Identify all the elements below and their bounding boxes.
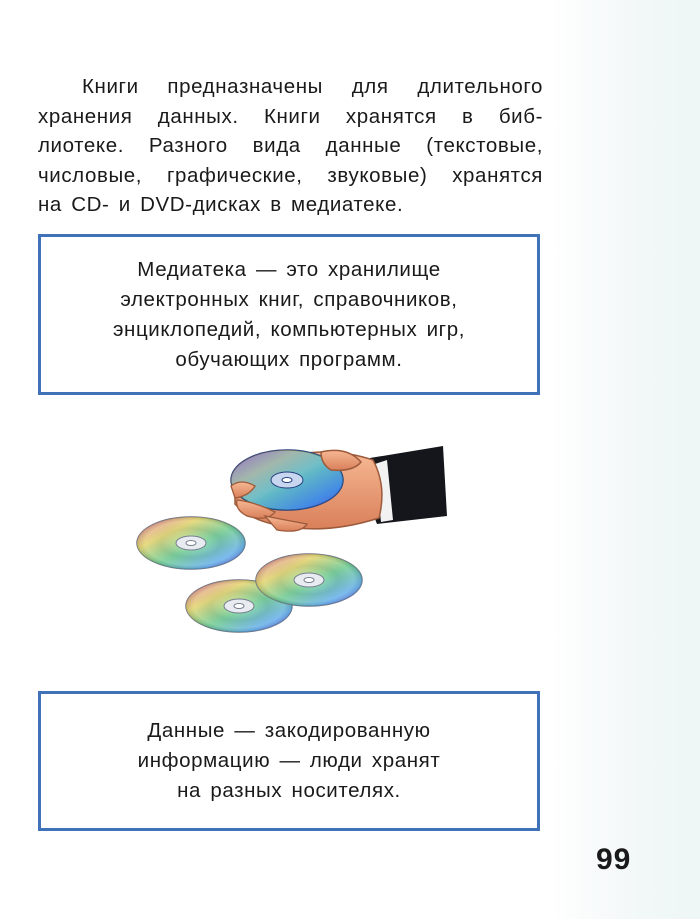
page-number: 99	[596, 843, 632, 876]
definition-line: электронных книг, справочников,	[120, 287, 458, 311]
intro-line: числовые, графические, звуковые) хранятся	[38, 163, 543, 187]
definition-line: Медиатека — это хранилище	[137, 257, 441, 281]
definition-line: Данные — закодированную	[147, 719, 431, 742]
cd-disc-icon	[256, 554, 362, 606]
definition-line: информацию — люди хранят	[137, 749, 441, 772]
intro-line: Книги предназначены для длительного	[82, 75, 543, 98]
intro-line: на CD- и DVD-дисках в медиатеке.	[38, 193, 404, 216]
discs-illustration	[125, 420, 465, 650]
definition-line: обучающих программ.	[175, 347, 403, 371]
definition-line: энциклопедий, компьютерных игр,	[112, 317, 466, 341]
intro-line: лиотеке. Разного вида данные (текстовые,	[38, 134, 543, 157]
data-definition-box	[38, 691, 540, 831]
definition-line: на разных носителях.	[177, 779, 401, 802]
intro-paragraph	[38, 72, 543, 220]
hand-holding-disc-icon	[231, 446, 447, 531]
intro-line: хранения данных. Книги хранятся в биб-	[38, 104, 543, 128]
mediateka-definition-box	[38, 234, 540, 395]
cd-disc-icon	[137, 517, 245, 569]
